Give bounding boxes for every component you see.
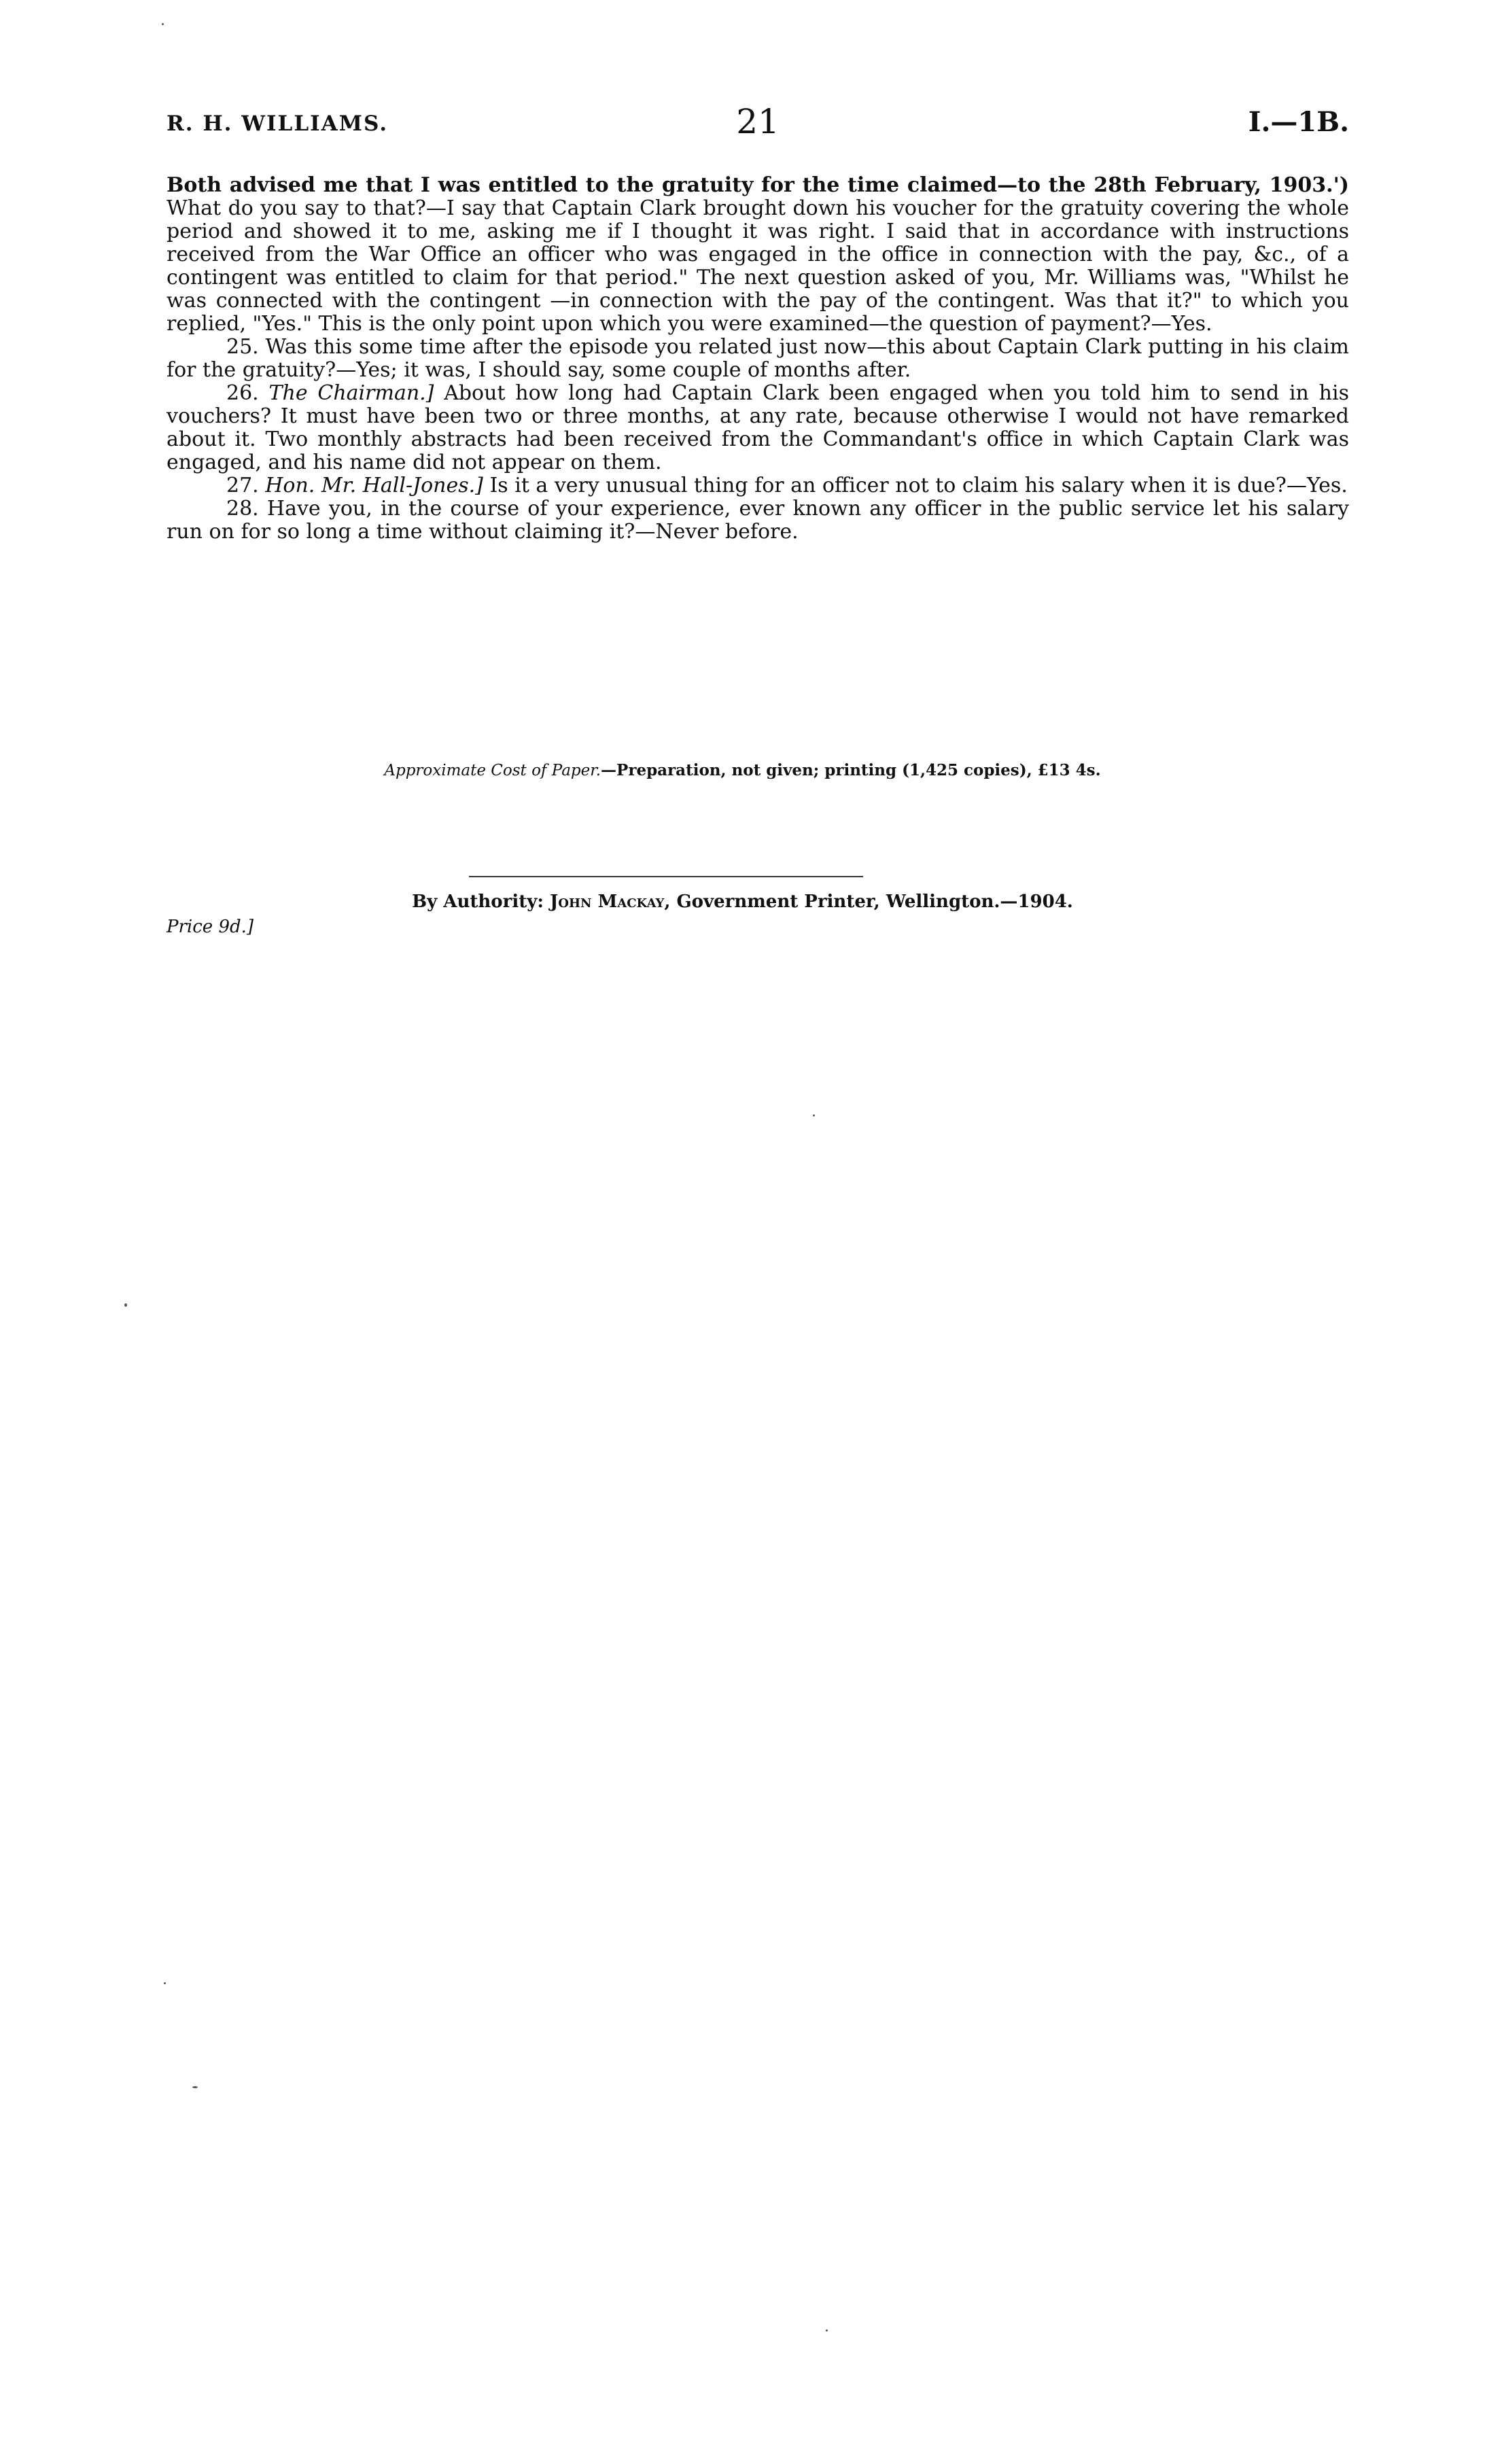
paragraph-text: About how long had Captain Clark been engaged when you told him to send in his vouchers? It must have been two or three months, at any rate, because otherwise I would not have remarked about it. Two monthly abstracts had been received from the Commandant's office in which Captain Clark was engaged, and his name did not appear on them. [167, 381, 1349, 474]
page-number: 21 [736, 102, 780, 141]
imprint-prefix: By Authority: [412, 892, 550, 912]
imprint-suffix: , Government Printer, Wellington.—1904. [664, 892, 1073, 912]
question-26 [167, 382, 1349, 474]
scan-speck [192, 2086, 198, 2088]
printer-name: John Mackay [549, 892, 665, 912]
paper-reference: I.—1B. [1248, 106, 1349, 138]
scan-speck [162, 23, 164, 25]
question-number: 25. [226, 335, 259, 359]
scan-speck [813, 1114, 815, 1116]
divider-rule [469, 876, 863, 877]
question-27 [167, 474, 1349, 497]
cost-label: Approximate Cost of Paper. [384, 762, 601, 779]
scan-speck [826, 2329, 828, 2331]
cost-of-paper-note [0, 761, 1485, 779]
page-header [167, 102, 1349, 149]
paragraph-lead: Both advised me that I was entitled to the gratuity for the time claimed—to the 28th February, 1903.') [167, 173, 1349, 197]
paragraph-text: Was this some time after the episode you related just now—this about Captain Clark putting in his claim for the gratuity?—Yes; it was, I should say, some couple of months after. [167, 335, 1349, 382]
printer-imprint [0, 892, 1485, 912]
paragraph-continuation [167, 174, 1349, 336]
question-number: 28. [226, 497, 259, 521]
question-number: 27. [226, 474, 259, 497]
question-28 [167, 497, 1349, 544]
evidence-text [167, 174, 1349, 544]
question-25 [167, 336, 1349, 382]
header-witness-name: R. H. WILLIAMS. [167, 111, 389, 136]
paragraph-text: What do you say to that?—I say that Captain Clark brought down his voucher for the gratuity covering the whole period and showed it to me, asking me if I thought it was right. I said that in accordance with instructions received from the War Office an officer who was engaged in the office in connection with the pay, &c., of a contingent was entitled to claim for that period." The next question asked of you, Mr. Williams was, "Whilst he was connected with the contingent —in connection with the pay of the contingent. Was that it?" to which you replied, "Yes." This is the only point upon which you were examined—the question of payment?—Yes. [167, 196, 1349, 336]
scan-speck [164, 1982, 166, 1984]
paragraph-text: Have you, in the course of your experience, ever known any officer in the public service let his salary run on for so long a time without claiming it?—Never before. [167, 497, 1349, 544]
paragraph-text: Is it a very unusual thing for an officer not to claim his salary when it is due?—Yes. [489, 474, 1348, 497]
question-number: 26. [226, 381, 259, 405]
speaker-name: Hon. Mr. Hall-Jones.] [265, 474, 483, 497]
cost-text: —Preparation, not given; printing (1,425 copies), £13 4s. [601, 761, 1101, 779]
scan-speck [124, 1303, 127, 1307]
speaker-name: The Chairman.] [268, 381, 434, 405]
price-note: Price 9d.] [167, 917, 254, 937]
